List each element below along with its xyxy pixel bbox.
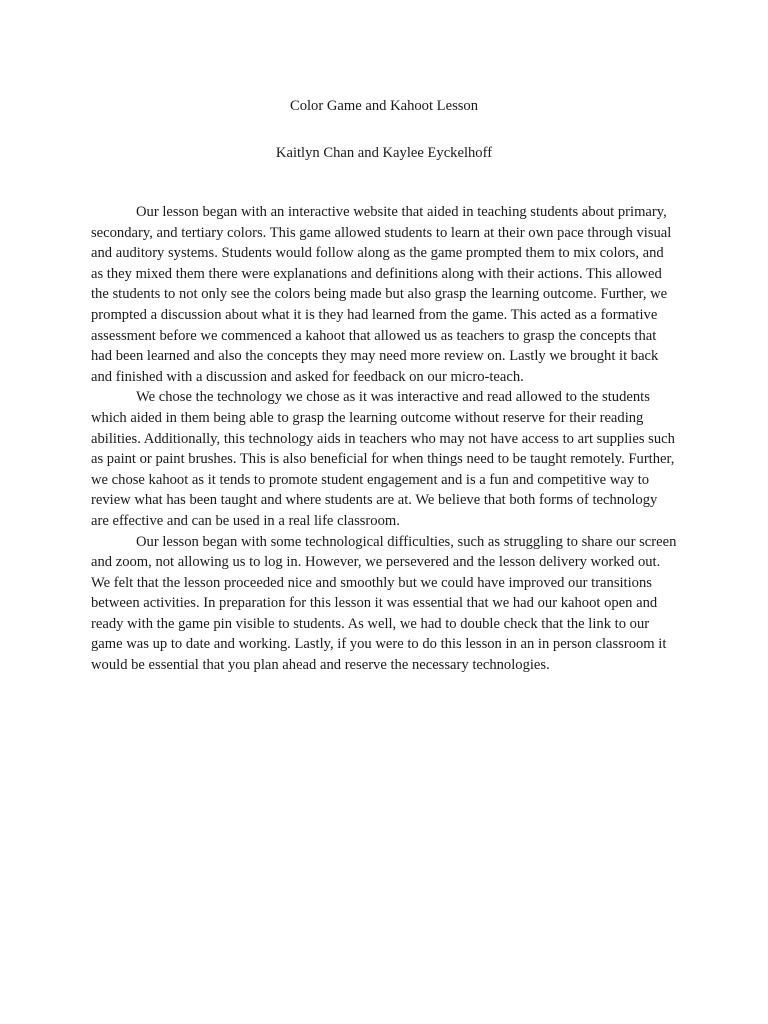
body-paragraph-2: We chose the technology we chose as it was interactive and read allowed to the students which aided in them being able to grasp the learning outcome without reserve for their reading abilities. Additionally, this technology aids in teachers who may not have access to art supplies such as paint or paint brushes. This is also beneficial for when things need to be taught remotely. Further, we chose kahoot as it tends to promote student engagement and is a fun and competitive way to review what has been taught and where students are at. We believe that both forms of technology are effective and can be used in a real life classroom.: [91, 389, 675, 529]
document-title: Color Game and Kahoot Lesson: [289, 98, 479, 114]
document-authors: Kaitlyn Chan and Kaylee Eyckelhoff: [275, 145, 493, 161]
document-body: [91, 202, 677, 676]
body-paragraph-1: Our lesson began with an interactive website that aided in teaching students about primary, secondary, and tertiary colors. This game allowed students to learn at their own pace through visual and auditory systems. Students would follow along as the game prompted them to mix colors, and as they mixed them there were explanations and definitions along with their actions. This allowed the students to not only see the colors being made but also grasp the learning outcome. Further, we prompted a discussion about what it is they had learned from the game. This acted as a formative assessment before we commenced a kahoot that allowed us as teachers to grasp the concepts that had been learned and also the concepts they may need more review on. Lastly we brought it back and finished with a discussion and asked for feedback on our micro-teach.: [91, 204, 672, 385]
body-paragraph-3: Our lesson began with some technological difficulties, such as struggling to share our screen and zoom, not allowing us to log in. However, we persevered and the lesson delivery worked out. We felt that the lesson proceeded nice and smoothly but we could have improved our transitions between activities. In preparation for this lesson it was essential that we had our kahoot open and ready with the game pin visible to students. As well, we had to double check that the link to our game was up to date and working. Lastly, if you were to do this lesson in an in person classroom it would be essential that you plan ahead and reserve the necessary technologies.: [91, 533, 677, 674]
